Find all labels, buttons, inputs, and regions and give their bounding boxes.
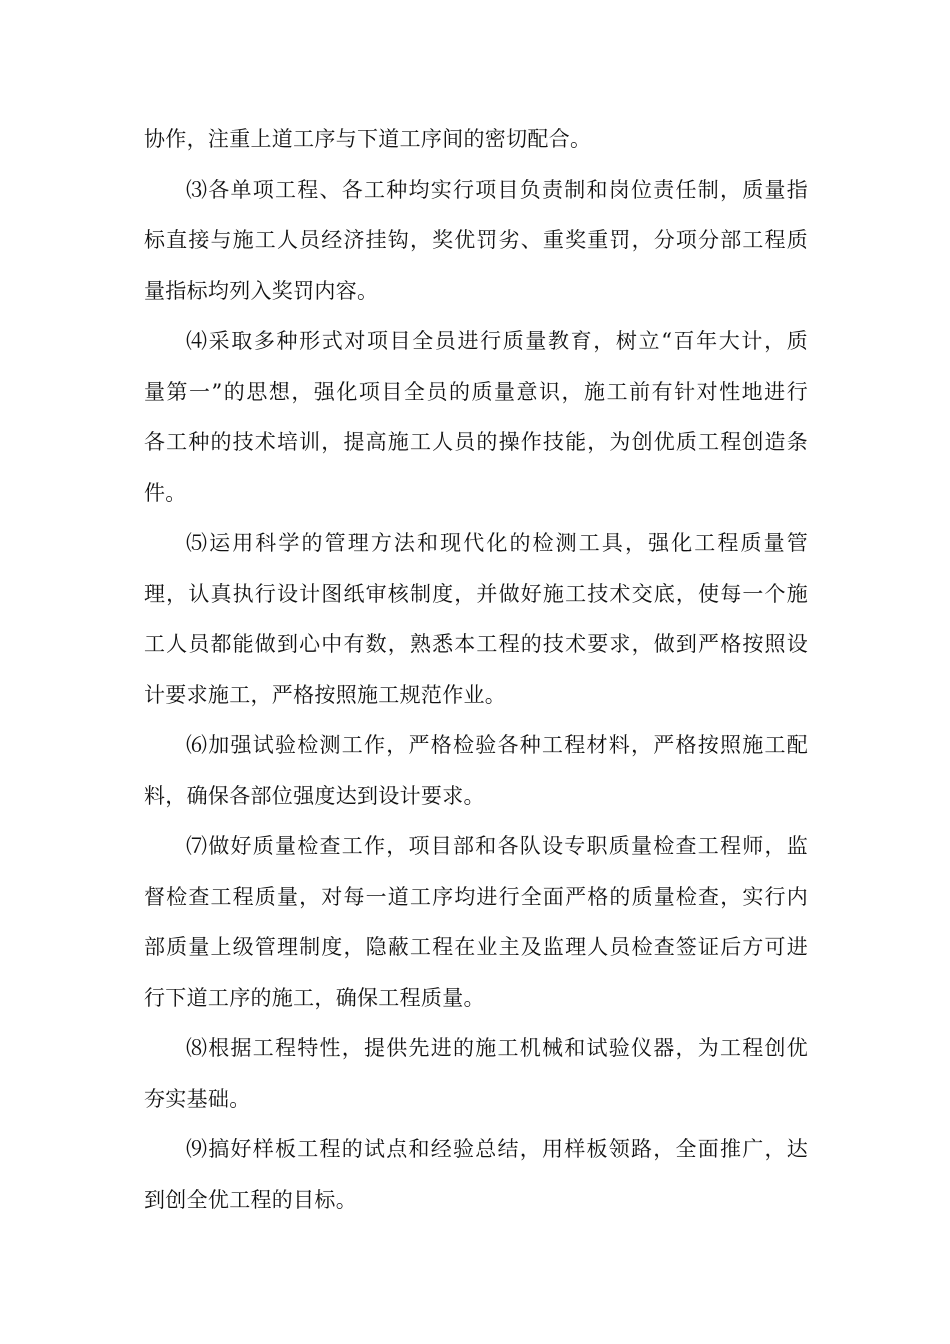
text-line: ⑶各单项工程、各工种均实行项目负责制和岗位责任制，质量指 (186, 177, 808, 202)
text-line: ⑻根据工程特性，提供先进的施工机械和试验仪器，为工程创优 (186, 1036, 808, 1060)
text-line: 件。 (144, 480, 187, 505)
text-line: 夯实基础。 (144, 1086, 251, 1111)
text-line: 标直接与施工人员经济挂钩，奖优罚劣、重奖重罚，分项分部工程质 (144, 228, 808, 252)
paragraph-item-9 (144, 1124, 808, 1225)
text-line: ⑷采取多种形式对项目全员进行质量教育，树立“百年大计，质 (186, 329, 808, 353)
paragraph-item-4 (144, 316, 808, 518)
paragraph-item-5 (144, 518, 808, 720)
text-line: 料，确保各部位强度达到设计要求。 (144, 783, 485, 808)
text-line: 部质量上级管理制度，隐蔽工程在业主及监理人员检查签证后方可进 (144, 935, 808, 959)
paragraph-continuation (144, 114, 808, 165)
text-line: 督检查工程质量，对每一道工序均进行全面严格的质量检查，实行内 (144, 884, 808, 909)
text-line: 各工种的技术培训，提高施工人员的操作技能，为创优质工程创造条 (144, 430, 808, 454)
text-line: 协作，注重上道工序与下道工序间的密切配合。 (144, 127, 592, 151)
text-line: 行下道工序的施工，确保工程质量。 (144, 985, 485, 1010)
text-line: ⑼搞好样板工程的试点和经验总结，用样板领路，全面推广，达 (186, 1137, 808, 1161)
text-line: 量第一”的思想，强化项目全员的质量意识，施工前有针对性地进行 (144, 379, 808, 404)
body-text (144, 114, 808, 1225)
text-line: 理，认真执行设计图纸审核制度，并做好施工技术交底，使每一个施 (144, 581, 808, 606)
text-line: 量指标均列入奖罚内容。 (144, 278, 379, 303)
paragraph-item-3 (144, 165, 808, 317)
paragraph-item-8 (144, 1023, 808, 1124)
paragraph-item-7 (144, 821, 808, 1023)
text-line: ⑸运用科学的管理方法和现代化的检测工具，强化工程质量管 (186, 531, 808, 555)
text-line: 计要求施工，严格按照施工规范作业。 (144, 682, 507, 707)
text-line: ⑹加强试验检测工作，严格检验各种工程材料，严格按照施工配 (186, 733, 808, 757)
text-line: 工人员都能做到心中有数，熟悉本工程的技术要求，做到严格按照设 (144, 632, 808, 656)
text-line: 到创全优工程的目标。 (144, 1187, 357, 1212)
text-line: ⑺做好质量检查工作，项目部和各队设专职质量检查工程师，监 (186, 834, 808, 858)
paragraph-item-6 (144, 720, 808, 821)
